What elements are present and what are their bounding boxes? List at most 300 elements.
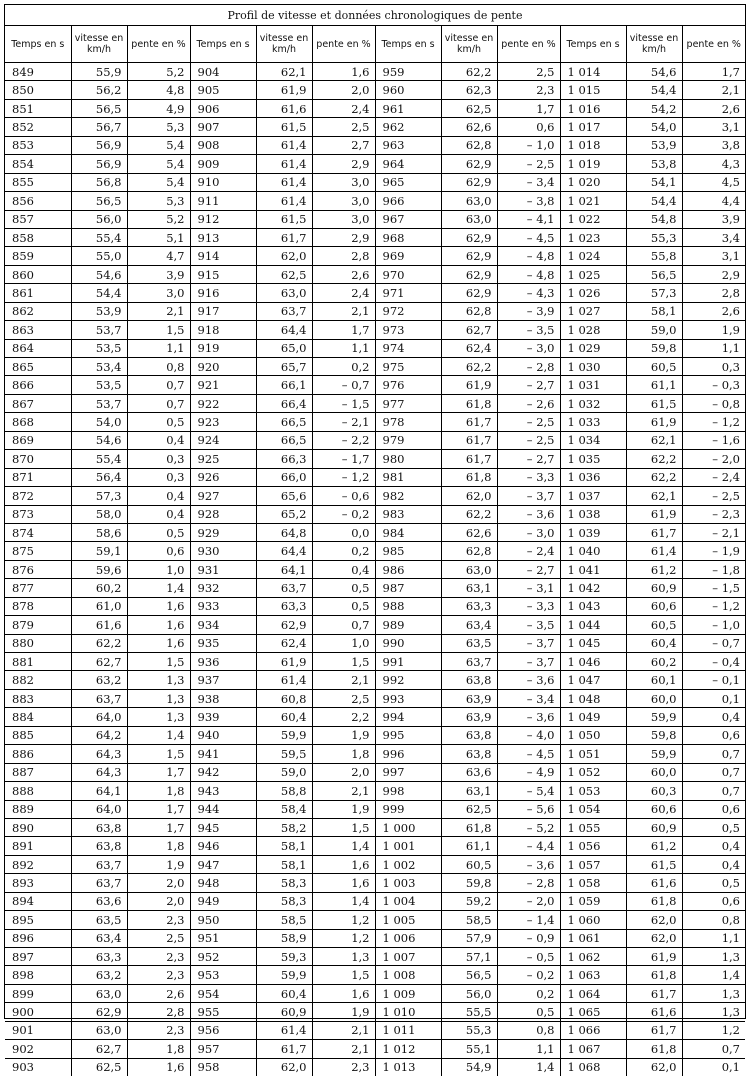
time-cell: 936 [190, 653, 256, 671]
slope-cell: 3,0 [312, 192, 375, 210]
slope-cell: 1,4 [497, 1058, 560, 1076]
table-row [5, 136, 745, 154]
speed-cell: 55,9 [71, 63, 127, 81]
time-cell: 1 020 [560, 173, 626, 191]
speed-cell: 61,4 [256, 192, 312, 210]
slope-cell: – 5,6 [497, 800, 560, 818]
slope-cell: – 2,8 [497, 874, 560, 892]
slope-cell: – 1,9 [682, 542, 745, 560]
slope-cell: 0,3 [127, 450, 190, 468]
time-cell: 967 [375, 210, 441, 228]
slope-cell: 2,3 [127, 1021, 190, 1039]
slope-cell: 4,3 [682, 155, 745, 173]
data-table-sheet [4, 4, 746, 1019]
speed-cell: 63,7 [71, 689, 127, 707]
speed-cell: 60,9 [626, 818, 682, 836]
speed-cell: 56,0 [71, 210, 127, 228]
time-cell: 860 [5, 265, 71, 283]
speed-cell: 64,4 [256, 542, 312, 560]
speed-cell: 58,3 [256, 874, 312, 892]
slope-cell: 4,7 [127, 247, 190, 265]
speed-cell: 54,6 [626, 63, 682, 81]
time-cell: 1 046 [560, 653, 626, 671]
speed-cell: 62,2 [626, 450, 682, 468]
slope-cell: 0,2 [312, 542, 375, 560]
slope-cell: – 1,2 [682, 597, 745, 615]
header-pente: pente en % [497, 26, 560, 63]
slope-cell: 0,6 [497, 118, 560, 136]
time-cell: 867 [5, 394, 71, 412]
speed-cell: 62,9 [441, 155, 497, 173]
slope-cell: 2,1 [127, 302, 190, 320]
speed-cell: 66,5 [256, 431, 312, 449]
slope-cell: – 3,5 [497, 321, 560, 339]
speed-cell: 63,4 [71, 929, 127, 947]
slope-cell: 3,1 [682, 118, 745, 136]
slope-cell: 2,5 [497, 63, 560, 81]
time-cell: 970 [375, 265, 441, 283]
time-cell: 966 [375, 192, 441, 210]
time-cell: 911 [190, 192, 256, 210]
time-cell: 942 [190, 763, 256, 781]
slope-cell: 1,3 [312, 948, 375, 966]
speed-cell: 54,0 [71, 413, 127, 431]
slope-cell: 0,1 [682, 1058, 745, 1076]
speed-cell: 60,5 [441, 855, 497, 873]
slope-cell: 0,8 [682, 911, 745, 929]
slope-cell: 1,3 [682, 984, 745, 1002]
time-cell: 851 [5, 99, 71, 117]
slope-cell: 0,4 [312, 560, 375, 578]
time-cell: 987 [375, 579, 441, 597]
speed-cell: 63,5 [441, 634, 497, 652]
time-cell: 932 [190, 579, 256, 597]
slope-cell: 5,3 [127, 118, 190, 136]
speed-cell: 61,8 [441, 468, 497, 486]
speed-cell: 62,1 [256, 63, 312, 81]
speed-cell: 62,9 [441, 284, 497, 302]
speed-cell: 59,1 [71, 542, 127, 560]
time-cell: 1 044 [560, 616, 626, 634]
time-cell: 940 [190, 726, 256, 744]
header-pente: pente en % [312, 26, 375, 63]
table-row [5, 837, 745, 855]
time-cell: 973 [375, 321, 441, 339]
slope-cell: – 3,0 [497, 523, 560, 541]
time-cell: 925 [190, 450, 256, 468]
table-row [5, 247, 745, 265]
time-cell: 930 [190, 542, 256, 560]
slope-cell: – 3,0 [497, 339, 560, 357]
speed-cell: 61,8 [626, 892, 682, 910]
header-temps: Temps en s [190, 26, 256, 63]
speed-cell: 62,7 [71, 1040, 127, 1058]
speed-cell: 64,0 [71, 708, 127, 726]
slope-cell: – 5,4 [497, 782, 560, 800]
slope-cell: – 1,4 [497, 911, 560, 929]
slope-cell: 5,1 [127, 228, 190, 246]
slope-cell: 0,4 [127, 487, 190, 505]
time-cell: 1 052 [560, 763, 626, 781]
slope-cell: – 3,6 [497, 671, 560, 689]
time-cell: 856 [5, 192, 71, 210]
time-cell: 922 [190, 394, 256, 412]
slope-cell: – 2,5 [497, 431, 560, 449]
time-cell: 1 037 [560, 487, 626, 505]
speed-cell: 63,8 [441, 726, 497, 744]
time-cell: 887 [5, 763, 71, 781]
time-cell: 977 [375, 394, 441, 412]
slope-cell: 3,0 [312, 210, 375, 228]
slope-cell: – 3,7 [497, 653, 560, 671]
slope-cell: 1,2 [312, 929, 375, 947]
time-cell: 872 [5, 487, 71, 505]
table-row [5, 911, 745, 929]
speed-cell: 61,4 [256, 155, 312, 173]
slope-cell: – 5,2 [497, 818, 560, 836]
time-cell: 980 [375, 450, 441, 468]
time-cell: 989 [375, 616, 441, 634]
time-cell: 1 063 [560, 966, 626, 984]
speed-cell: 63,7 [441, 653, 497, 671]
table-row [5, 782, 745, 800]
time-cell: 1 038 [560, 505, 626, 523]
slope-cell: 0,0 [312, 523, 375, 541]
slope-cell: 0,7 [127, 394, 190, 412]
time-cell: 892 [5, 855, 71, 873]
time-cell: 916 [190, 284, 256, 302]
slope-cell: 1,2 [682, 1021, 745, 1039]
slope-cell: – 4,1 [497, 210, 560, 228]
speed-cell: 61,1 [626, 376, 682, 394]
speed-cell: 59,8 [626, 726, 682, 744]
time-cell: 1 061 [560, 929, 626, 947]
speed-cell: 62,9 [441, 247, 497, 265]
table-row [5, 874, 745, 892]
speed-cell: 62,5 [441, 99, 497, 117]
slope-cell: – 0,9 [497, 929, 560, 947]
time-cell: 880 [5, 634, 71, 652]
speed-cell: 62,5 [71, 1058, 127, 1076]
time-cell: 871 [5, 468, 71, 486]
table-row [5, 339, 745, 357]
table-row [5, 726, 745, 744]
time-cell: 859 [5, 247, 71, 265]
slope-cell: 0,8 [127, 358, 190, 376]
speed-cell: 61,9 [256, 81, 312, 99]
speed-cell: 61,8 [441, 818, 497, 836]
time-cell: 870 [5, 450, 71, 468]
slope-cell: 0,7 [682, 782, 745, 800]
speed-cell: 55,5 [441, 1003, 497, 1021]
time-cell: 1 021 [560, 192, 626, 210]
speed-cell: 56,7 [71, 118, 127, 136]
slope-cell: 0,3 [682, 358, 745, 376]
time-cell: 988 [375, 597, 441, 615]
time-cell: 954 [190, 984, 256, 1002]
time-cell: 1 050 [560, 726, 626, 744]
slope-cell: 1,9 [312, 726, 375, 744]
slope-cell: 3,0 [127, 284, 190, 302]
time-cell: 1 007 [375, 948, 441, 966]
slope-cell: 2,2 [312, 708, 375, 726]
speed-cell: 59,3 [256, 948, 312, 966]
slope-cell: 4,8 [127, 81, 190, 99]
slope-cell: 2,5 [312, 689, 375, 707]
slope-cell: 1,9 [127, 855, 190, 873]
slope-cell: 1,1 [312, 339, 375, 357]
slope-cell: – 4,5 [497, 228, 560, 246]
speed-cell: 66,0 [256, 468, 312, 486]
time-cell: 881 [5, 653, 71, 671]
speed-cell: 63,7 [71, 855, 127, 873]
speed-cell: 58,1 [256, 837, 312, 855]
time-cell: 1 028 [560, 321, 626, 339]
speed-cell: 62,1 [626, 431, 682, 449]
slope-cell: 2,6 [312, 265, 375, 283]
slope-cell: 2,7 [312, 136, 375, 154]
speed-cell: 64,3 [71, 745, 127, 763]
table-row [5, 1021, 745, 1039]
time-cell: 972 [375, 302, 441, 320]
time-cell: 895 [5, 911, 71, 929]
slope-cell: 4,5 [682, 173, 745, 191]
speed-cell: 56,5 [71, 99, 127, 117]
time-cell: 1 068 [560, 1058, 626, 1076]
speed-cell: 57,1 [441, 948, 497, 966]
time-cell: 950 [190, 911, 256, 929]
speed-cell: 62,8 [441, 542, 497, 560]
slope-cell: 2,0 [127, 874, 190, 892]
speed-cell: 60,4 [626, 634, 682, 652]
speed-cell: 58,4 [256, 800, 312, 818]
slope-cell: 1,7 [312, 321, 375, 339]
slope-cell: 2,5 [312, 118, 375, 136]
speed-cell: 60,4 [256, 708, 312, 726]
slope-cell: 0,7 [682, 745, 745, 763]
speed-cell: 62,8 [441, 136, 497, 154]
time-cell: 1 039 [560, 523, 626, 541]
time-cell: 957 [190, 1040, 256, 1058]
speed-cell: 63,5 [71, 911, 127, 929]
table-row [5, 689, 745, 707]
time-cell: 945 [190, 818, 256, 836]
slope-cell: – 3,8 [497, 192, 560, 210]
speed-cell: 61,5 [256, 210, 312, 228]
speed-cell: 62,7 [441, 321, 497, 339]
speed-cell: 61,7 [441, 450, 497, 468]
time-cell: 971 [375, 284, 441, 302]
slope-cell: 1,3 [127, 708, 190, 726]
time-cell: 939 [190, 708, 256, 726]
speed-cell: 63,3 [441, 597, 497, 615]
slope-cell: 1,3 [127, 671, 190, 689]
time-cell: 914 [190, 247, 256, 265]
speed-cell: 60,1 [626, 671, 682, 689]
header-pente: pente en % [682, 26, 745, 63]
speed-cell: 64,2 [71, 726, 127, 744]
header-temps: Temps en s [5, 26, 71, 63]
speed-cell: 61,4 [256, 136, 312, 154]
slope-cell: 0,2 [497, 984, 560, 1002]
slope-cell: 1,5 [127, 653, 190, 671]
slope-cell: 0,4 [127, 505, 190, 523]
slope-cell: 1,7 [127, 800, 190, 818]
slope-cell: – 4,8 [497, 247, 560, 265]
time-cell: 869 [5, 431, 71, 449]
speed-cell: 62,6 [441, 118, 497, 136]
time-cell: 951 [190, 929, 256, 947]
slope-cell: – 1,0 [682, 616, 745, 634]
speed-cell: 61,2 [626, 560, 682, 578]
speed-cell: 61,6 [256, 99, 312, 117]
slope-cell: 1,5 [127, 321, 190, 339]
speed-cell: 59,9 [626, 745, 682, 763]
slope-cell: – 2,5 [682, 487, 745, 505]
slope-cell: 0,5 [497, 1003, 560, 1021]
time-cell: 943 [190, 782, 256, 800]
slope-cell: 1,8 [127, 837, 190, 855]
speed-cell: 58,8 [256, 782, 312, 800]
speed-cell: 64,4 [256, 321, 312, 339]
time-cell: 984 [375, 523, 441, 541]
slope-cell: 1,4 [312, 837, 375, 855]
table-row [5, 763, 745, 781]
speed-cell: 57,3 [71, 487, 127, 505]
time-cell: 1 014 [560, 63, 626, 81]
speed-cell: 61,9 [441, 376, 497, 394]
slope-cell: 1,5 [127, 745, 190, 763]
time-cell: 1 054 [560, 800, 626, 818]
time-cell: 861 [5, 284, 71, 302]
slope-cell: – 0,7 [312, 376, 375, 394]
time-cell: 912 [190, 210, 256, 228]
slope-cell: – 0,8 [682, 394, 745, 412]
time-cell: 944 [190, 800, 256, 818]
slope-cell: 2,3 [127, 966, 190, 984]
speed-cell: 62,9 [256, 616, 312, 634]
slope-cell: – 2,1 [312, 413, 375, 431]
table-row [5, 99, 745, 117]
time-cell: 919 [190, 339, 256, 357]
time-cell: 920 [190, 358, 256, 376]
slope-cell: 5,2 [127, 210, 190, 228]
slope-cell: 2,1 [312, 1040, 375, 1058]
speed-cell: 62,0 [626, 929, 682, 947]
time-cell: 1 002 [375, 855, 441, 873]
slope-cell: 1,2 [312, 911, 375, 929]
speed-cell: 53,5 [71, 376, 127, 394]
slope-cell: 2,4 [312, 284, 375, 302]
time-cell: 1 049 [560, 708, 626, 726]
slope-cell: 5,4 [127, 136, 190, 154]
speed-cell: 62,9 [441, 265, 497, 283]
time-cell: 1 051 [560, 745, 626, 763]
slope-cell: 3,1 [682, 247, 745, 265]
slope-cell: 1,1 [497, 1040, 560, 1058]
time-cell: 1 027 [560, 302, 626, 320]
speed-cell: 62,2 [71, 634, 127, 652]
time-cell: 927 [190, 487, 256, 505]
speed-cell: 61,0 [71, 597, 127, 615]
time-cell: 999 [375, 800, 441, 818]
time-cell: 1 026 [560, 284, 626, 302]
speed-cell: 54,4 [626, 81, 682, 99]
table-body [5, 63, 745, 1076]
time-cell: 878 [5, 597, 71, 615]
slope-cell: 1,6 [127, 634, 190, 652]
time-cell: 1 036 [560, 468, 626, 486]
slope-cell: 0,8 [497, 1021, 560, 1039]
slope-cell: 1,3 [682, 1003, 745, 1021]
time-cell: 875 [5, 542, 71, 560]
time-cell: 1 017 [560, 118, 626, 136]
speed-cell: 60,9 [256, 1003, 312, 1021]
speed-cell: 61,7 [441, 431, 497, 449]
speed-cell: 63,0 [441, 192, 497, 210]
slope-cell: 0,5 [312, 579, 375, 597]
time-cell: 1 011 [375, 1021, 441, 1039]
time-cell: 961 [375, 99, 441, 117]
slope-cell: 0,5 [682, 874, 745, 892]
speed-cell: 63,8 [441, 671, 497, 689]
time-cell: 873 [5, 505, 71, 523]
speed-cell: 60,5 [626, 358, 682, 376]
time-cell: 891 [5, 837, 71, 855]
slope-cell: 1,3 [127, 689, 190, 707]
slope-cell: 1,6 [312, 984, 375, 1002]
time-cell: 908 [190, 136, 256, 154]
speed-cell: 61,8 [626, 966, 682, 984]
table-row [5, 560, 745, 578]
table-row [5, 505, 745, 523]
time-cell: 858 [5, 228, 71, 246]
speed-cell: 62,2 [441, 505, 497, 523]
time-cell: 1 004 [375, 892, 441, 910]
speed-cell: 55,3 [626, 228, 682, 246]
time-cell: 992 [375, 671, 441, 689]
table-row [5, 579, 745, 597]
header-temps: Temps en s [375, 26, 441, 63]
slope-cell: 2,6 [682, 302, 745, 320]
table-row [5, 450, 745, 468]
time-cell: 986 [375, 560, 441, 578]
speed-cell: 62,9 [441, 173, 497, 191]
speed-cell: 62,0 [256, 247, 312, 265]
speed-cell: 63,7 [256, 302, 312, 320]
speed-cell: 59,0 [626, 321, 682, 339]
slope-cell: – 1,6 [682, 431, 745, 449]
speed-cell: 63,0 [71, 1021, 127, 1039]
slope-cell: – 4,4 [497, 837, 560, 855]
time-cell: 955 [190, 1003, 256, 1021]
speed-cell: 66,5 [256, 413, 312, 431]
speed-cell: 53,9 [626, 136, 682, 154]
time-cell: 956 [190, 1021, 256, 1039]
table-row [5, 818, 745, 836]
slope-cell: 1,6 [127, 1058, 190, 1076]
table-row [5, 966, 745, 984]
speed-cell: 58,5 [441, 911, 497, 929]
speed-cell: 56,5 [441, 966, 497, 984]
speed-cell: 63,8 [441, 745, 497, 763]
slope-cell: 2,3 [497, 81, 560, 99]
header-vitesse: vitesse en km/h [626, 26, 682, 63]
speed-cell: 66,3 [256, 450, 312, 468]
time-cell: 876 [5, 560, 71, 578]
slope-cell: 0,3 [127, 468, 190, 486]
time-cell: 982 [375, 487, 441, 505]
